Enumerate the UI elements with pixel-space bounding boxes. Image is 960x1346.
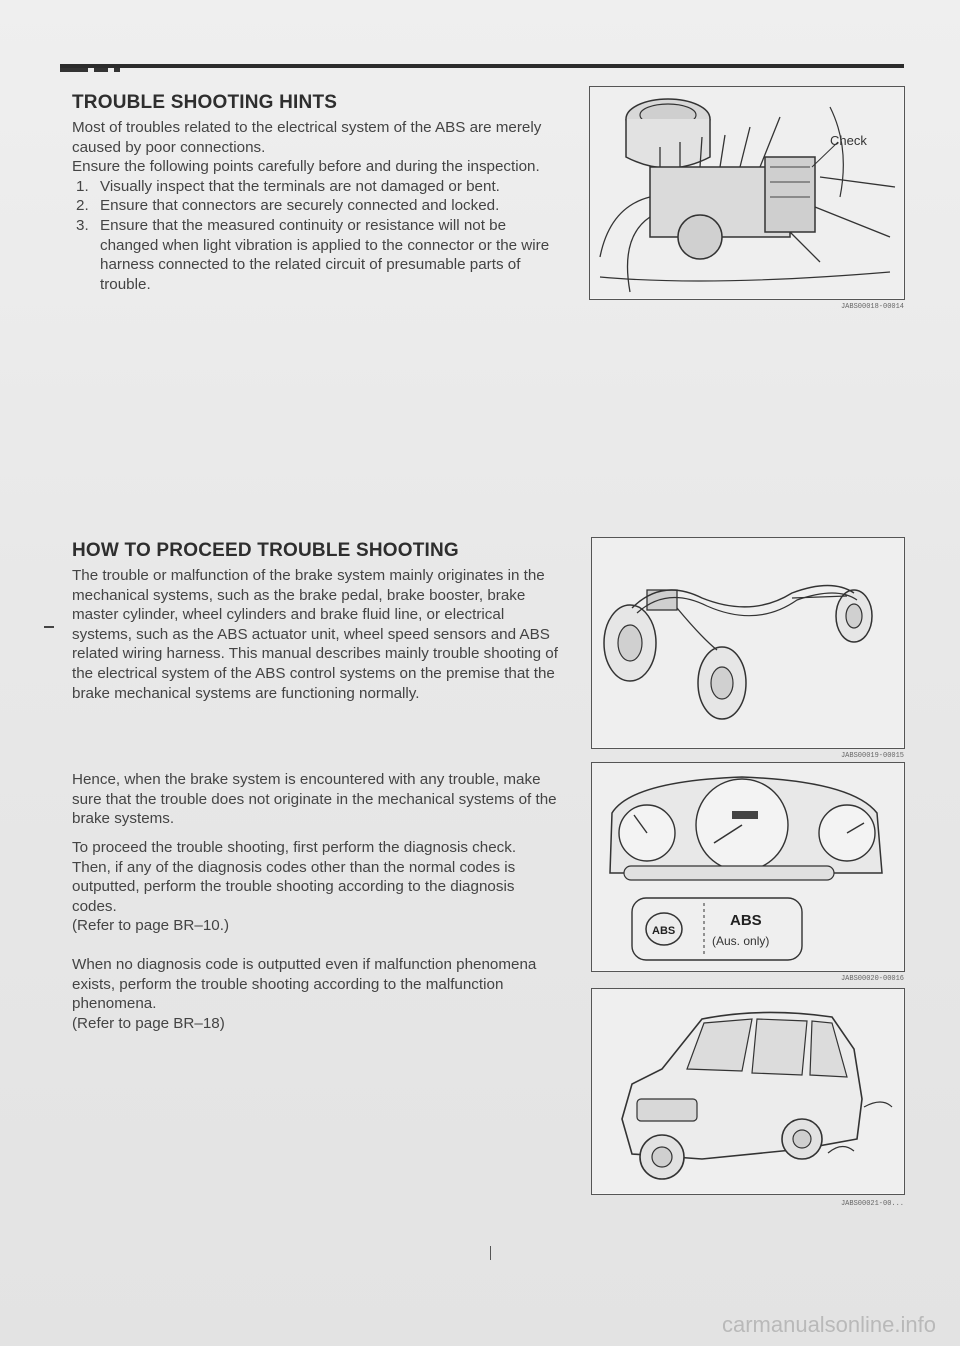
section1-body [72, 118, 558, 294]
section2-para-3-ref: (Refer to page BR–10.) [72, 917, 230, 935]
section2-para-3: To proceed the trouble shooting, first perform the diagnosis check. Then, if any of the diagnosis codes other than the normal codes is outputted, perform the trouble shooting according to the diagnosis codes. [72, 839, 517, 915]
hint-list [72, 177, 558, 295]
footer-mark [490, 1246, 491, 1260]
list-item [72, 196, 558, 216]
section2-para-1: The trouble or malfunction of the brake system mainly originates in the mechanical systems, such as the brake pedal, brake booster, brake master cylinder, wheel cylinders and brake fluid line, or electrical systems, such as the ABS actuator unit, wheel speed sensors and ABS related wiring harness. This manual describes mainly trouble shooting of the electrical system of the ABS control systems on the premise that the brake mechanical systems are functioning normally. [72, 567, 558, 702]
figure-caption: JABS00020-00016 [840, 975, 904, 983]
section2-title: HOW TO PROCEED TROUBLE SHOOTING [72, 540, 459, 561]
list-item-number: 3. [76, 216, 89, 234]
section2-para-4-ref: (Refer to page BR–18) [72, 1014, 225, 1032]
section1-intro-1: Most of troubles related to the electrical system of the ABS are merely caused by poor connections. [72, 119, 542, 156]
brake-system-illustration [592, 538, 903, 747]
list-item-text: Ensure that the measured continuity or resistance will not be changed when light vibration is applied to the connector or the wire harness connected to the related circuit of presumable parts of trouble. [100, 216, 550, 293]
list-item-number: 1. [76, 177, 89, 195]
figure-caption: JABS00019-00015 [840, 752, 904, 760]
figure-caption: JABS00021-00... [840, 1200, 904, 1208]
vehicle-illustration [592, 989, 903, 1193]
section2-para-3-block [72, 838, 558, 936]
instrument-cluster-illustration [592, 763, 903, 970]
figure-vehicle [591, 988, 905, 1195]
abs-actuator-illustration [590, 87, 903, 298]
margin-dash [44, 626, 54, 628]
aus-only-label: (Aus. only) [712, 934, 770, 948]
figure-brake-system [591, 537, 905, 749]
abs-label: ABS [730, 912, 762, 929]
figure-caption: JABS00018-00014 [840, 303, 904, 311]
top-rule [60, 64, 904, 68]
check-label: Check [830, 133, 867, 148]
section2-para-4-block [72, 955, 558, 1033]
list-item-text: Ensure that connectors are securely connected and locked. [100, 197, 500, 215]
abs-lamp-label: ABS [652, 925, 676, 937]
list-item-number: 2. [76, 197, 89, 215]
site-watermark: carmanualsonline.info [721, 1312, 936, 1337]
figure-abs-actuator [589, 86, 905, 300]
section1-title: TROUBLE SHOOTING HINTS [72, 92, 338, 113]
list-item [72, 216, 558, 294]
figure-instrument-cluster [591, 762, 905, 972]
section1-intro-2: Ensure the following points carefully before and during the inspection. [72, 158, 540, 176]
section-header-mark [60, 54, 160, 64]
section2-para-2: Hence, when the brake system is encountered with any trouble, make sure that the trouble does not originate in the mechanical systems of the brake systems. [72, 771, 557, 828]
list-item-text: Visually inspect that the terminals are not damaged or bent. [100, 177, 500, 195]
list-item [72, 177, 558, 197]
section2-para-4: When no diagnosis code is outputted even if malfunction phenomena exists, perform the trouble shooting according to the malfunction phenomena. [72, 956, 537, 1013]
